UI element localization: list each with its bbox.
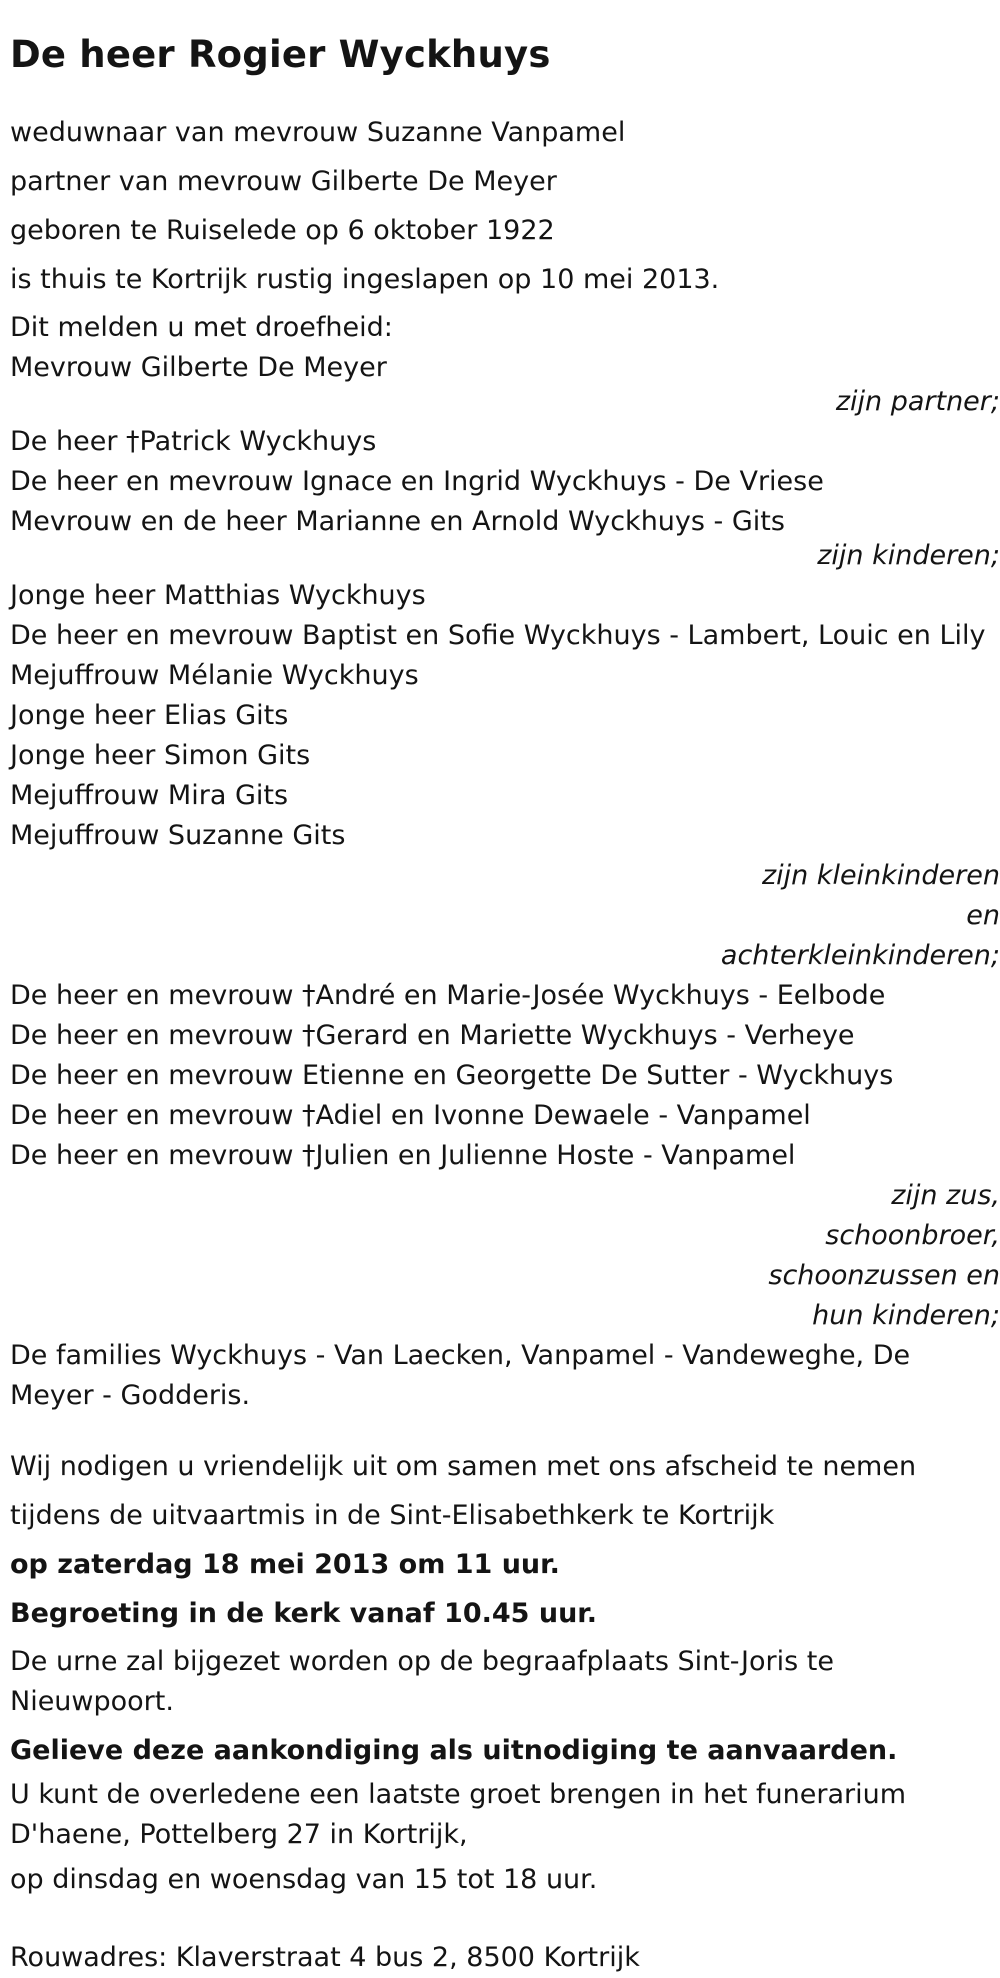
- families-line: De families Wyckhuys - Van Laecken, Vanpamel - Vandeweghe, De Meyer - Godderis.: [10, 1340, 911, 1411]
- intro-line: weduwnaar van mevrouw Suzanne Vanpamel: [10, 117, 626, 148]
- intro-block: [10, 108, 1000, 304]
- intro-line: partner van mevrouw Gilberte De Meyer: [10, 166, 557, 197]
- visiting-times: op dinsdag en woensdag van 15 tot 18 uur.: [10, 1864, 598, 1895]
- sibling-name: De heer en mevrouw †André en Marie-Josée Wyckhuys - Eelbode: [10, 980, 886, 1011]
- grandchild-name: Jonge heer Matthias Wyckhuys: [10, 580, 426, 611]
- ceremony-date: op zaterdag 18 mei 2013 om 11 uur.: [10, 1549, 560, 1580]
- grandchildren-role: zijn kleinkinderen: [761, 860, 1000, 891]
- siblings-role: zijn zus,: [891, 1180, 1000, 1211]
- partner-role: zijn partner;: [835, 386, 1000, 417]
- grandchild-name: Mejuffrouw Suzanne Gits: [10, 820, 346, 851]
- intro-line: is thuis te Kortrijk rustig ingeslapen op 10 mei 2013.: [10, 264, 720, 295]
- mourners-block: [10, 308, 1000, 1416]
- siblings-role: schoonbroer,: [825, 1220, 1000, 1251]
- sibling-name: De heer en mevrouw †Gerard en Mariette Wyckhuys - Verheye: [10, 1020, 855, 1051]
- invitation-block: [10, 1442, 1000, 1904]
- grandchild-name: De heer en mevrouw Baptist en Sofie Wyckhuys - Lambert, Louic en Lily: [10, 620, 986, 651]
- child-name: De heer en mevrouw Ignace en Ingrid Wyckhuys - De Vriese: [10, 466, 824, 497]
- sibling-name: De heer en mevrouw Etienne en Georgette De Sutter - Wyckhuys: [10, 1060, 894, 1091]
- sibling-name: De heer en mevrouw †Adiel en Ivonne Dewaele - Vanpamel: [10, 1100, 811, 1131]
- siblings-role: hun kinderen;: [812, 1300, 1000, 1331]
- invitation-line: Wij nodigen u vriendelijk uit om samen met ons afscheid te nemen: [10, 1451, 917, 1482]
- mourning-address: Rouwadres: Klaverstraat 4 bus 2, 8500 Kortrijk: [10, 1942, 640, 1973]
- invitation-line: tijdens de uitvaartmis in de Sint-Elisabethkerk te Kortrijk: [10, 1500, 775, 1531]
- child-name: De heer †Patrick Wyckhuys: [10, 426, 377, 457]
- intro-line: geboren te Ruiselede op 6 oktober 1922: [10, 215, 555, 246]
- children-role: zijn kinderen;: [817, 540, 1000, 571]
- siblings-role: schoonzussen en: [768, 1260, 1000, 1291]
- grandchildren-role: achterkleinkinderen;: [720, 940, 1000, 971]
- partner-name: Mevrouw Gilberte De Meyer: [10, 352, 387, 383]
- sibling-name: De heer en mevrouw †Julien en Julienne Hoste - Vanpamel: [10, 1140, 796, 1171]
- greeting-time: Begroeting in de kerk vanaf 10.45 uur.: [10, 1598, 598, 1629]
- accept-line: Gelieve deze aankondiging als uitnodiging te aanvaarden.: [10, 1735, 898, 1766]
- child-name: Mevrouw en de heer Marianne en Arnold Wyckhuys - Gits: [10, 506, 785, 537]
- grandchild-name: Mejuffrouw Mélanie Wyckhuys: [10, 660, 419, 691]
- grandchild-name: Jonge heer Simon Gits: [10, 740, 311, 771]
- announce-line: Dit melden u met droefheid:: [10, 312, 393, 343]
- urn-line: De urne zal bijgezet worden op de begraafplaats Sint-Joris te Nieuwpoort.: [10, 1646, 834, 1717]
- grandchild-name: Mejuffrouw Mira Gits: [10, 780, 289, 811]
- grandchild-name: Jonge heer Elias Gits: [10, 700, 289, 731]
- page-title: De heer Rogier Wyckhuys: [10, 33, 551, 76]
- grandchildren-role: en: [966, 900, 1000, 931]
- funerarium-line: U kunt de overledene een laatste groet brengen in het funerarium D'haene, Pottelberg 27 in Kortrijk,: [10, 1779, 907, 1850]
